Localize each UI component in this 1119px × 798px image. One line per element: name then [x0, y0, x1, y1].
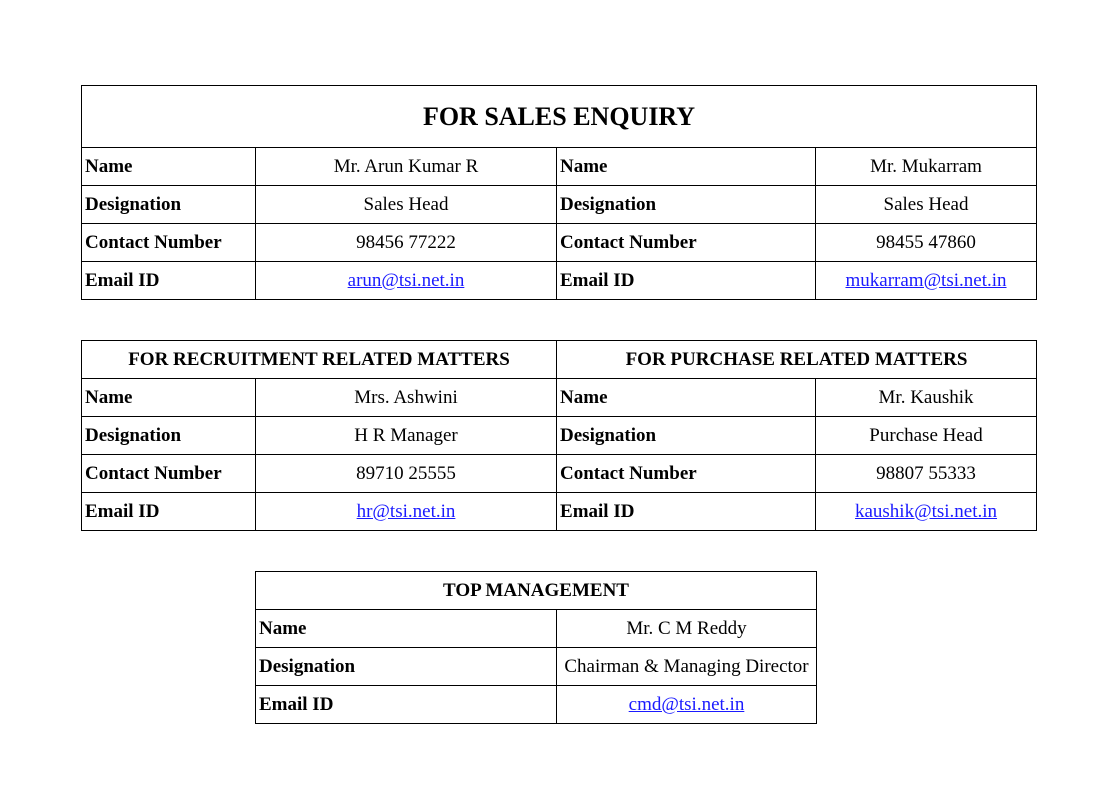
top-management-table [255, 571, 817, 724]
management-email-label: Email ID [256, 686, 557, 724]
purchase-name: Mr. Kaushik [816, 379, 1037, 417]
management-designation-label: Designation [256, 648, 557, 686]
sales-right-contact-label: Contact Number [557, 224, 816, 262]
purchase-title: FOR PURCHASE RELATED MATTERS [557, 341, 1037, 379]
sales-right-designation-label: Designation [557, 186, 816, 224]
sales-enquiry-table [81, 85, 1037, 300]
recruitment-email-label: Email ID [82, 493, 256, 531]
management-email-link[interactable]: cmd@tsi.net.in [628, 693, 745, 715]
purchase-designation: Purchase Head [816, 417, 1037, 455]
recruitment-name-label: Name [82, 379, 256, 417]
sales-left-name-label: Name [82, 148, 256, 186]
management-designation: Chairman & Managing Director [557, 648, 817, 686]
sales-right-email-label: Email ID [557, 262, 816, 300]
sales-left-designation: Sales Head [256, 186, 557, 224]
sales-right-name: Mr. Mukarram [816, 148, 1037, 186]
purchase-contact-label: Contact Number [557, 455, 816, 493]
sales-left-email-link[interactable]: arun@tsi.net.in [347, 269, 465, 291]
recruitment-email-link[interactable]: hr@tsi.net.in [356, 500, 456, 522]
sales-right-contact: 98455 47860 [816, 224, 1037, 262]
purchase-name-label: Name [557, 379, 816, 417]
sales-right-name-label: Name [557, 148, 816, 186]
sales-right-email-link[interactable]: mukarram@tsi.net.in [845, 269, 1007, 291]
sales-left-contact: 98456 77222 [256, 224, 557, 262]
purchase-email-link[interactable]: kaushik@tsi.net.in [854, 500, 998, 522]
sales-enquiry-title: FOR SALES ENQUIRY [82, 86, 1037, 148]
purchase-email-label: Email ID [557, 493, 816, 531]
purchase-contact: 98807 55333 [816, 455, 1037, 493]
sales-left-name: Mr. Arun Kumar R [256, 148, 557, 186]
sales-right-designation: Sales Head [816, 186, 1037, 224]
management-title: TOP MANAGEMENT [256, 572, 817, 610]
sales-left-email-label: Email ID [82, 262, 256, 300]
recruitment-title: FOR RECRUITMENT RELATED MATTERS [82, 341, 557, 379]
recruitment-designation: H R Manager [256, 417, 557, 455]
sales-left-designation-label: Designation [82, 186, 256, 224]
recruitment-name: Mrs. Ashwini [256, 379, 557, 417]
recruitment-contact: 89710 25555 [256, 455, 557, 493]
recruitment-purchase-table [81, 340, 1037, 531]
recruitment-designation-label: Designation [82, 417, 256, 455]
management-name-label: Name [256, 610, 557, 648]
purchase-designation-label: Designation [557, 417, 816, 455]
recruitment-contact-label: Contact Number [82, 455, 256, 493]
sales-left-contact-label: Contact Number [82, 224, 256, 262]
management-name: Mr. C M Reddy [557, 610, 817, 648]
